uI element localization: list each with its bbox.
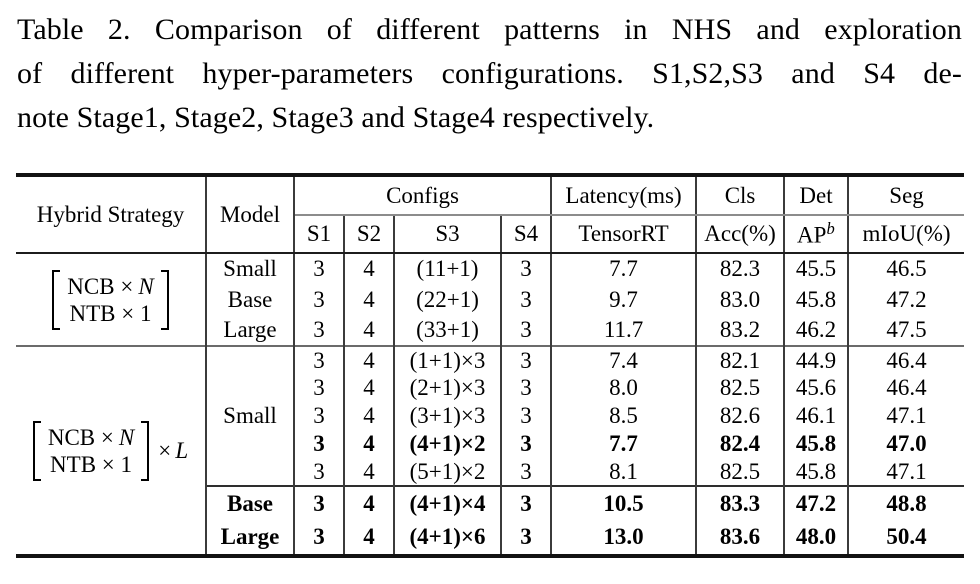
col-header-s3: S3 <box>394 215 501 253</box>
cell-acc: 83.6 <box>696 520 784 554</box>
cell-acc: 83.0 <box>696 284 784 315</box>
comparison-table <box>16 177 964 554</box>
cell-miou: 47.0 <box>886 431 927 456</box>
cell-latency: 8.1 <box>551 458 696 486</box>
cell-s4: 3 <box>501 253 551 284</box>
cell-latency: 7.4 <box>551 346 696 374</box>
hybrid-strategy-cell-group2 <box>16 346 206 554</box>
cell-miou: 50.4 <box>886 524 927 549</box>
col-header-cls: Cls <box>696 177 784 215</box>
caption-line-2: of different hyper-parameters configurations. S1,S2,S3 and S4 de- <box>17 57 962 90</box>
cell-s3: (4+1)×4 <box>394 486 501 520</box>
cell-s4: 3 <box>501 374 551 402</box>
table-bottom-rule <box>16 554 964 558</box>
cell-s2: 4 <box>344 402 394 430</box>
cell-miou: 46.5 <box>886 256 927 281</box>
matrix-line-1: NCB × N <box>67 273 154 299</box>
col-header-s1: S1 <box>294 215 344 253</box>
cell-latency: 7.7 <box>551 253 696 284</box>
cell-s3: (4+1)×2 <box>394 430 501 458</box>
cell-ap: 45.5 <box>784 253 848 284</box>
cell-s4: 3 <box>501 284 551 315</box>
cell-s1: 3 <box>294 458 344 486</box>
cell-s3: (5+1)×2 <box>394 458 501 486</box>
cell-ap: 47.2 <box>784 486 848 520</box>
cell-s2: 4 <box>344 458 394 486</box>
cell-s2: 4 <box>344 486 394 520</box>
cell-acc: 82.5 <box>696 374 784 402</box>
col-header-miou: mIoU(%) <box>848 215 964 253</box>
col-header-s2: S2 <box>344 215 394 253</box>
cell-latency: 13.0 <box>551 520 696 554</box>
caption-line-1: Table 2. Comparison of different patterns in NHS and exploration <box>17 13 962 46</box>
cell-model: Large <box>206 520 294 554</box>
cell-s2: 4 <box>344 520 394 554</box>
col-header-model: Model <box>206 177 294 253</box>
cell-acc: 82.4 <box>696 430 784 458</box>
cell-acc: 82.3 <box>696 253 784 284</box>
cell-s1: 3 <box>294 374 344 402</box>
cell-acc: 83.2 <box>696 315 784 346</box>
cell-s1: 3 <box>294 402 344 430</box>
col-header-configs: Configs <box>294 177 551 215</box>
cell-ap: 44.9 <box>784 346 848 374</box>
right-bracket-icon <box>161 270 169 330</box>
cell-s3: (22+1) <box>394 284 501 315</box>
cell-s3: (11+1) <box>394 253 501 284</box>
cell-ap: 48.0 <box>784 520 848 554</box>
matrix-multiplier: × L <box>158 437 189 463</box>
cell-s1: 3 <box>294 486 344 520</box>
cell-latency: 7.7 <box>551 430 696 458</box>
strategy-matrix <box>52 270 168 330</box>
cell-s1: 3 <box>294 430 344 458</box>
cell-ap: 46.2 <box>784 315 848 346</box>
cell-s1: 3 <box>294 253 344 284</box>
cell-s2: 4 <box>344 253 394 284</box>
cell-s2: 4 <box>344 315 394 346</box>
col-header-seg: Seg <box>848 177 964 215</box>
cell-s3: (3+1)×3 <box>394 402 501 430</box>
ap-label: AP <box>797 222 827 248</box>
cell-miou: 47.1 <box>886 458 927 484</box>
table-row <box>16 346 964 374</box>
cell-miou: 46.4 <box>848 346 964 374</box>
col-header-s4: S4 <box>501 215 551 253</box>
cell-s3: (2+1)×3 <box>394 374 501 402</box>
cell-s4: 3 <box>501 458 551 486</box>
cell-ap: 45.8 <box>784 284 848 315</box>
left-bracket-icon <box>33 421 41 481</box>
cell-s2: 4 <box>344 374 394 402</box>
cell-model: Large <box>206 315 294 346</box>
cell-miou: 47.2 <box>886 286 927 312</box>
cell-s2: 4 <box>344 346 394 374</box>
header-row-1 <box>16 177 964 215</box>
cell-s1: 3 <box>294 315 344 346</box>
cell-s4: 3 <box>501 430 551 458</box>
cell-s4: 3 <box>501 402 551 430</box>
col-header-ap <box>784 215 848 253</box>
cell-model: Base <box>206 284 294 315</box>
col-header-tensorrt: TensorRT <box>551 215 696 253</box>
matrix-line-2: NTB × 1 <box>69 300 152 326</box>
cell-s1: 3 <box>294 346 344 374</box>
cell-ap: 45.6 <box>784 374 848 402</box>
col-header-hybrid-strategy: Hybrid Strategy <box>16 177 206 253</box>
cell-ap: 45.8 <box>784 458 848 486</box>
cell-s3: (4+1)×6 <box>394 520 501 554</box>
cell-s3: (33+1) <box>394 315 501 346</box>
cell-s4: 3 <box>501 520 551 554</box>
right-bracket-icon <box>141 421 149 481</box>
cell-acc: 82.5 <box>696 458 784 486</box>
cell-s1: 3 <box>294 284 344 315</box>
matrix-line-2: NTB × 1 <box>50 451 133 477</box>
ap-superscript: b <box>826 219 836 239</box>
cell-latency: 8.0 <box>551 374 696 402</box>
col-header-acc: Acc(%) <box>696 215 784 253</box>
cell-latency: 10.5 <box>551 486 696 520</box>
cell-miou: 47.5 <box>886 317 927 342</box>
cell-ap: 45.8 <box>784 430 848 458</box>
cell-s1: 3 <box>294 520 344 554</box>
col-header-det: Det <box>784 177 848 215</box>
table-row <box>16 253 964 284</box>
cell-ap: 46.1 <box>784 402 848 430</box>
cell-s4: 3 <box>501 346 551 374</box>
table-caption <box>17 8 962 140</box>
caption-line-3: note Stage1, Stage2, Stage3 and Stage4 respectively. <box>17 101 655 134</box>
cell-model: Small <box>206 346 294 486</box>
strategy-matrix <box>33 421 149 481</box>
cell-model: Small <box>206 253 294 284</box>
matrix-line-1: NCB × N <box>47 424 135 450</box>
cell-latency: 11.7 <box>551 315 696 346</box>
left-bracket-icon <box>52 270 60 330</box>
cell-s2: 4 <box>344 284 394 315</box>
hybrid-strategy-cell-group1 <box>16 253 206 346</box>
cell-acc: 83.3 <box>696 486 784 520</box>
cell-s4: 3 <box>501 486 551 520</box>
cell-latency: 8.5 <box>551 402 696 430</box>
col-header-latency: Latency(ms) <box>551 177 696 215</box>
cell-miou: 46.4 <box>886 375 927 400</box>
cell-acc: 82.6 <box>696 402 784 430</box>
cell-latency: 9.7 <box>551 284 696 315</box>
cell-acc: 82.1 <box>696 346 784 374</box>
cell-s3: (1+1)×3 <box>394 346 501 374</box>
cell-miou: 48.8 <box>848 486 964 520</box>
cell-model: Base <box>206 486 294 520</box>
comparison-table-container <box>16 173 964 558</box>
cell-miou: 47.1 <box>886 403 927 428</box>
cell-s4: 3 <box>501 315 551 346</box>
cell-s2: 4 <box>344 430 394 458</box>
